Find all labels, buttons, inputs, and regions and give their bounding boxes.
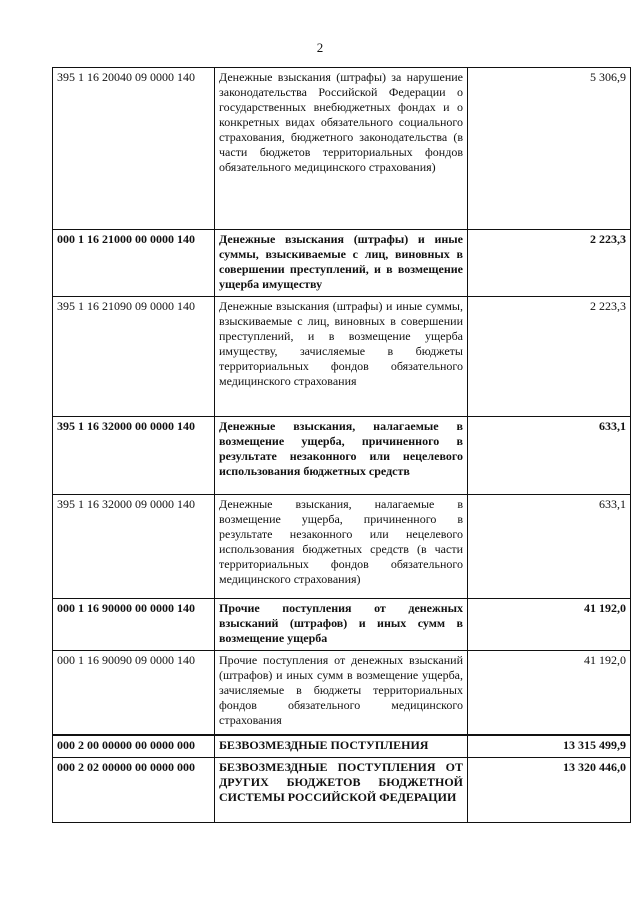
row-name: Прочие поступления от денежных взысканий (штрафов) и иных сумм в возмещение ущерба [215,599,468,651]
table-row [53,417,631,495]
row-amount: 633,1 [468,495,631,599]
row-code: 000 1 16 90090 09 0000 140 [53,651,215,735]
row-code: 395 1 16 20040 09 0000 140 [53,68,215,230]
row-amount: 2 223,3 [468,297,631,417]
row-amount: 13 315 499,9 [468,735,631,758]
row-code: 000 2 02 00000 00 0000 000 [53,757,215,822]
row-name: Денежные взыскания, налагаемые в возмещение ущерба, причиненного в результате незаконного или нецелевого использования бюджетных средств (в части территориальных фондов обязательного медицинского страхования) [215,495,468,599]
row-amount: 2 223,3 [468,230,631,297]
row-amount: 13 320 446,0 [468,757,631,822]
row-amount: 41 192,0 [468,651,631,735]
row-code: 000 1 16 21000 00 0000 140 [53,230,215,297]
row-name: Денежные взыскания (штрафы) и иные суммы, взыскиваемые с лиц, виновных в совершении преступлений, и в возмещение ущерба имуществу, зачисляемые в бюджеты территориальных фондов обязательного медицинского страхования [215,297,468,417]
budget-revenue-table [52,67,631,823]
row-code: 395 1 16 32000 09 0000 140 [53,495,215,599]
table-row [53,599,631,651]
table-row [53,651,631,735]
row-name: Прочие поступления от денежных взысканий (штрафов) и иных сумм в возмещение ущерба, зачисляемые в бюджеты территориальных фондов обязательного медицинского страхования [215,651,468,735]
row-code: 000 2 00 00000 00 0000 000 [53,735,215,758]
table-row [53,68,631,230]
row-name: БЕЗВОЗМЕЗДНЫЕ ПОСТУПЛЕНИЯ ОТ ДРУГИХ БЮДЖЕТОВ БЮДЖЕТНОЙ СИСТЕМЫ РОССИЙСКОЙ ФЕДЕРАЦИИ [215,757,468,822]
row-amount: 41 192,0 [468,599,631,651]
row-name: Денежные взыскания (штрафы) и иные суммы, взыскиваемые с лиц, виновных в совершении преступлений, и в возмещение ущерба имуществу [215,230,468,297]
row-code: 000 1 16 90000 00 0000 140 [53,599,215,651]
page-number: 2 [316,40,324,55]
table-row [53,495,631,599]
table-row [53,735,631,758]
table-row [53,230,631,297]
row-name: Денежные взыскания, налагаемые в возмещение ущерба, причиненного в результате незаконного или нецелевого использования бюджетных средств [215,417,468,495]
row-name: Денежные взыскания (штрафы) за нарушение законодательства Российской Федерации о государственных внебюджетных фондах и о конкретных видах обязательного социального страхования, бюджетного законодательства (в части бюджетов территориальных фондов обязательного медицинского страхования) [215,68,468,230]
row-name: БЕЗВОЗМЕЗДНЫЕ ПОСТУПЛЕНИЯ [215,735,468,758]
row-code: 395 1 16 21090 09 0000 140 [53,297,215,417]
row-amount: 633,1 [468,417,631,495]
table-row [53,297,631,417]
row-amount: 5 306,9 [468,68,631,230]
table-row [53,757,631,822]
row-code: 395 1 16 32000 00 0000 140 [53,417,215,495]
